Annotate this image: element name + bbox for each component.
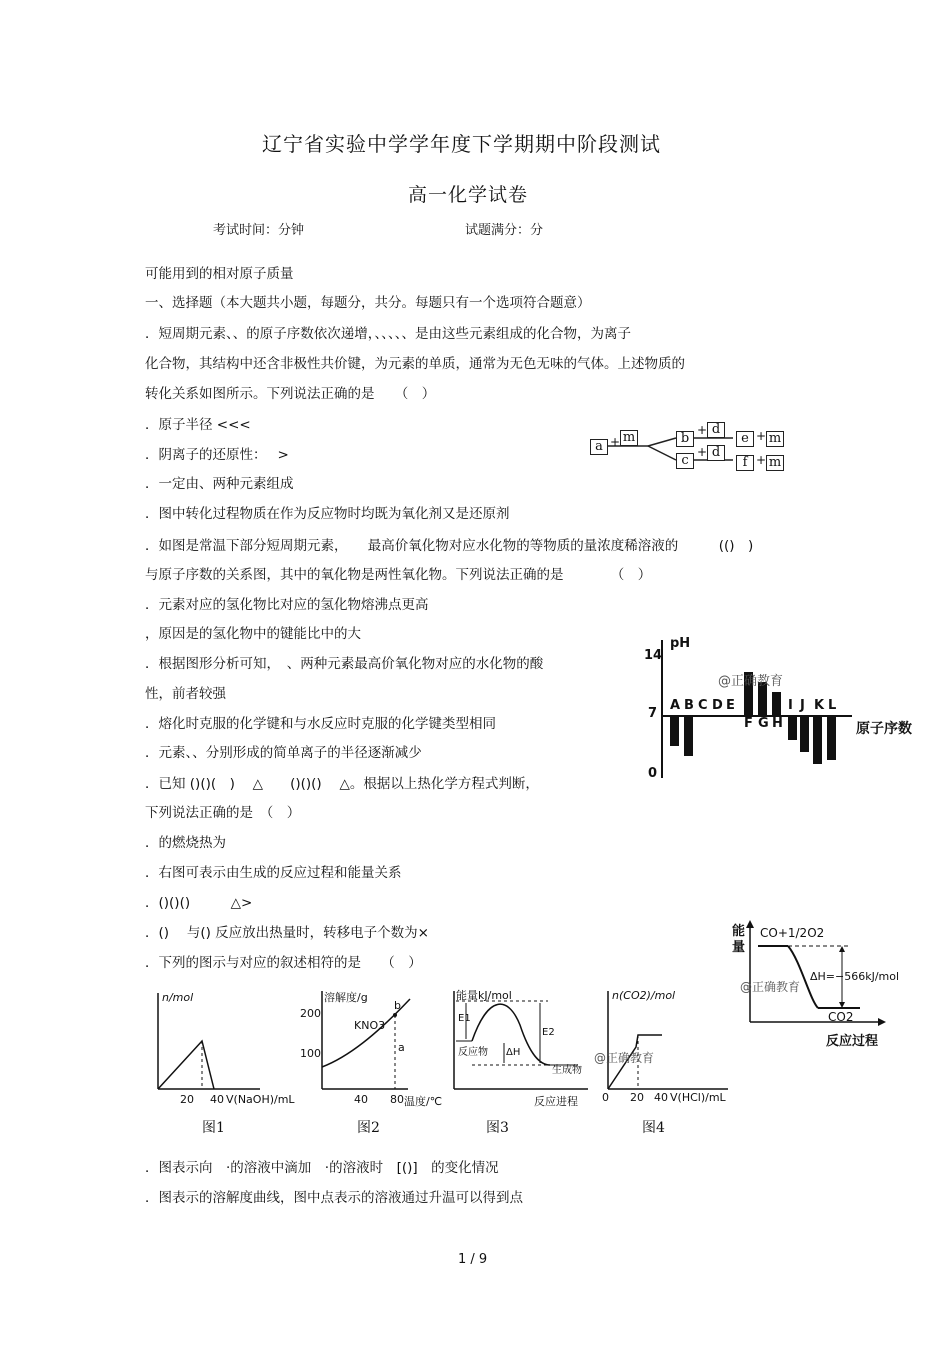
text-line: 下列说法正确的是 （ ） xyxy=(145,805,301,821)
fig4-ylabel: n(CO2)/mol xyxy=(612,989,676,1002)
ph-letter: B xyxy=(684,698,694,713)
page-subtitle: 高一化学试卷 xyxy=(408,184,529,206)
fig2-point-b: b xyxy=(394,999,401,1012)
ph-ytick: 14 xyxy=(644,648,663,663)
energy-diagram xyxy=(730,920,920,1050)
fig2-xtick: 40 xyxy=(354,1093,368,1106)
text-line: ．原子半径 <<< xyxy=(145,417,251,433)
flow-node-m: m xyxy=(766,455,784,471)
text-line: ．的燃烧热为 xyxy=(145,835,226,851)
plus-sign: + xyxy=(756,429,767,443)
fig4-xtick: 40 xyxy=(654,1091,668,1104)
fig4-origin: 0 xyxy=(602,1091,609,1104)
flow-node-d: d xyxy=(707,422,725,438)
ph-ytick: 7 xyxy=(648,706,658,721)
text-line: ．下列的图示与对应的叙述相符的是 （ ） xyxy=(145,955,422,971)
text-line: 与原子序数的关系图，其中的氧化物是两性氧化物。下列说法正确的是 （ ） xyxy=(145,567,652,583)
text-line: ．() 与() 反应放出热量时，转移电子个数为× xyxy=(145,925,429,941)
text-line: 可能用到的相对原子质量 xyxy=(145,266,294,282)
text-line: ．熔化时克服的化学键和与水反应时克服的化学键类型相同 xyxy=(145,716,496,732)
flow-node-m: m xyxy=(620,430,638,446)
fig2-ytick: 200 xyxy=(300,1007,321,1020)
full-score: 试题满分：分 xyxy=(465,223,544,238)
fig2-xtick: 80 xyxy=(390,1093,404,1106)
figure-4 xyxy=(594,985,748,1115)
ph-letter: G xyxy=(758,716,769,731)
flow-diagram xyxy=(588,420,818,480)
text-line: ．短周期元素、、的原子序数依次递增，、、、、、是由这些元素组成的化合物，为离子 xyxy=(145,326,631,342)
figure-3 xyxy=(448,985,598,1115)
ph-letter: A xyxy=(670,698,681,713)
energy-product: CO2 xyxy=(828,1010,854,1024)
page-number: 1 / 9 xyxy=(458,1252,488,1267)
plus-sign: + xyxy=(697,423,708,437)
text-line: ．元素、、分别形成的简单离子的半径逐渐减少 xyxy=(145,745,422,761)
text-line: 性，前者较强 xyxy=(145,686,226,702)
flow-node-d: d xyxy=(707,445,725,461)
flow-node-m: m xyxy=(766,431,784,447)
ph-ylabel: pH xyxy=(670,636,691,651)
ph-ytick: 0 xyxy=(648,766,658,781)
fig2-point-a: a xyxy=(398,1041,405,1054)
energy-xlabel: 反应过程 xyxy=(826,1034,879,1049)
ph-letter: L xyxy=(828,698,837,713)
fig1-xlabel: V(NaOH)/mL xyxy=(226,1093,295,1106)
ph-xlabel: 原子序数 xyxy=(856,721,912,737)
figure-2 xyxy=(298,985,448,1115)
text-line: ．阴离子的还原性： > xyxy=(145,447,289,463)
energy-ylabel: 量 xyxy=(732,940,746,955)
text-line: ．图表示的溶解度曲线，图中点表示的溶液通过升温可以得到点 xyxy=(145,1190,523,1206)
watermark: @正确教育 xyxy=(594,1051,655,1065)
text-line: ．图表示向 ·的溶液中滴加 ·的溶液时 [()] 的变化情况 xyxy=(145,1160,499,1176)
energy-dh: ΔH=−566kJ/mol xyxy=(810,970,900,983)
ph-letter: J xyxy=(800,698,805,713)
fig3-reactant: 反应物 xyxy=(458,1047,488,1058)
figure-4-caption: 图4 xyxy=(642,1120,665,1136)
ph-letter: E xyxy=(726,698,735,713)
fig1-ylabel: n/mol xyxy=(162,991,194,1004)
fig2-ylabel: 溶解度/g xyxy=(324,991,368,1004)
plus-sign: + xyxy=(756,453,767,467)
figure-3-caption: 图3 xyxy=(486,1120,509,1136)
exam-time: 考试时间：分钟 xyxy=(213,223,305,238)
fig2-ytick: 100 xyxy=(300,1047,321,1060)
figure-2-caption: 图2 xyxy=(357,1120,380,1136)
ph-letter: C xyxy=(698,698,708,713)
fig1-xtick: 20 xyxy=(180,1093,194,1106)
text-line: 一、选择题（本大题共小题，每题分，共分。每题只有一个选项符合题意） xyxy=(145,295,591,311)
fig3-product: 生成物 xyxy=(552,1065,582,1076)
text-line: ．右图可表示由生成的反应过程和能量关系 xyxy=(145,865,402,881)
text-line: ．已知 ()()( ) △ ()()() △。根据以上热化学方程式判断， xyxy=(145,776,539,792)
flow-node-f: f xyxy=(736,455,754,471)
ph-letter: H xyxy=(772,716,783,731)
ph-letter: I xyxy=(788,698,793,713)
text-line: ，原因是的氢化物中的键能比中的大 xyxy=(145,626,361,642)
text-line: ．一定由、两种元素组成 xyxy=(145,476,294,492)
figure-1-caption: 图1 xyxy=(202,1120,225,1136)
text-line: ．()()() △> xyxy=(145,895,253,911)
text-line: 转化关系如图所示。下列说法正确的是 （ ） xyxy=(145,386,436,402)
page-title: 辽宁省实验中学学年度下学期期中阶段测试 xyxy=(262,132,661,156)
fig3-dh: ΔH xyxy=(506,1047,521,1058)
fig2-xlabel: 温度/℃ xyxy=(404,1095,443,1108)
plus-sign: + xyxy=(610,435,621,449)
fig3-ylabel: 能量kJ/mol xyxy=(456,989,512,1002)
fig1-xtick: 40 xyxy=(210,1093,224,1106)
ph-letter: F xyxy=(744,716,753,731)
fig3-e2: E2 xyxy=(542,1027,555,1038)
fig3-e1: E1 xyxy=(458,1013,471,1024)
text-line: ．图中转化过程物质在作为反应物时均既为氧化剂又是还原剂 xyxy=(145,506,510,522)
fig4-xtick: 20 xyxy=(630,1091,644,1104)
flow-node-a: a xyxy=(590,439,608,455)
ph-letter: K xyxy=(814,698,825,713)
fig3-xlabel: 反应进程 xyxy=(534,1095,578,1108)
text-line: 化合物，其结构中还含非极性共价键，为元素的单质，通常为无色无味的气体。上述物质的 xyxy=(145,356,685,372)
flow-node-e: e xyxy=(736,431,754,447)
text-line: ．如图是常温下部分短周期元素， 最高价氧化物对应水化物的等物质的量浓度稀溶液的 (() ) xyxy=(145,538,754,554)
watermark: @正确教育 xyxy=(740,980,801,994)
ph-letter: D xyxy=(712,698,723,713)
ph-chart xyxy=(640,632,925,782)
text-line: ．根据图形分析可知， 、两种元素最高价氧化物对应的水化物的酸 xyxy=(145,656,544,672)
energy-reactant: CO+1/2O2 xyxy=(760,926,825,940)
figure-1 xyxy=(140,985,300,1115)
fig2-curve-label: KNO3 xyxy=(354,1019,386,1032)
flow-node-b: b xyxy=(676,431,694,447)
plus-sign: + xyxy=(697,445,708,459)
text-line: ．元素对应的氢化物比对应的氢化物熔沸点更高 xyxy=(145,597,429,613)
watermark: @正确教育 xyxy=(718,674,784,689)
fig4-xlabel: V(HCl)/mL xyxy=(670,1091,726,1104)
flow-node-c: c xyxy=(676,453,694,469)
energy-ylabel: 能 xyxy=(732,924,746,939)
